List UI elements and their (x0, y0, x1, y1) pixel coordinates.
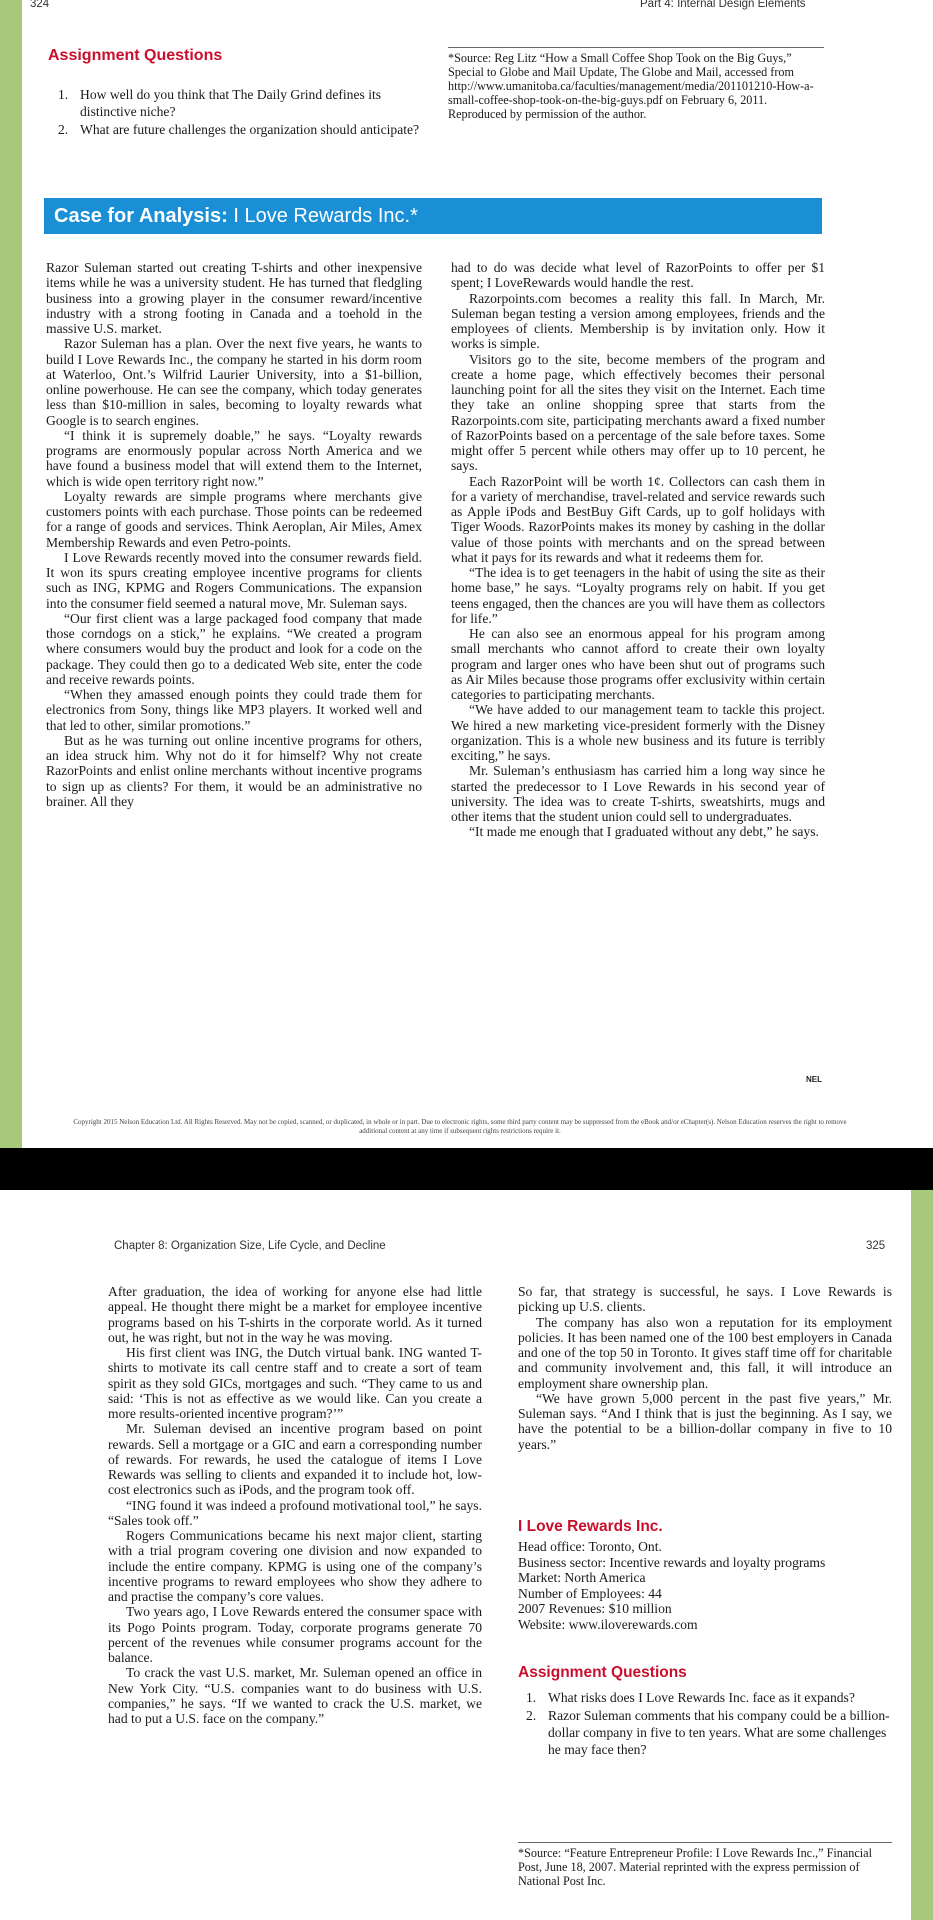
company-fact: Market: North America (518, 1570, 646, 1585)
paragraph: He can also see an enormous appeal for his program among small merchants who cannot afford to create their own loyalty program and larger ones who have been shut out of programs such as Air Miles because those programs offer exclusivity within certain categories to participating merchants. (451, 626, 825, 702)
paragraph: Each RazorPoint will be worth 1¢. Collectors can cash them in for a variety of merchandise, travel-related and service rewards such as Apple iPods and BestBuy Gift Cards, up to golf holidays with Tiger Woods. RazorPoints makes its money by cashing in the dollar value of those points with merchants and on the spread between what it pays for its rewards and what it redeems them for. (451, 473, 825, 565)
assignment-questions-heading: Assignment Questions (518, 1664, 687, 1681)
assignment-questions-list (58, 86, 436, 139)
case-left-column (46, 260, 422, 809)
paragraph: Loyalty rewards are simple programs where merchants give customers points with each purchase. Those points can be redeemed for a range of goods and services. Think Aeroplan, Air Miles, Amex Membership Rewards and even Petro-points. (46, 488, 422, 550)
paragraph: His first client was ING, the Dutch virtual bank. ING wanted T-shirts to motivate its call centre staff and to create a sort of team spirit as they sold GICs, mortgages and such. “They came to us and said: ‘This is not as effective as we would like. Can you create a more results-oriented incentive program?’” (108, 1345, 482, 1421)
question-item: 1. How well do you think that The Daily Grind defines its distinctive niche? (58, 87, 382, 119)
paragraph: To crack the vast U.S. market, Mr. Suleman opened an office in New York City. “U.S. companies want to do business with U.S. companies,” he says. “If we wanted to crack the U.S. market, we had to put a U.S. face on the company.” (108, 1665, 482, 1726)
page-number: 325 (866, 1240, 886, 1252)
paragraph: Razor Suleman has a plan. Over the next five years, he wants to build I Love Rewards Inc., the company he started in his dorm room at Waterloo, Ont.’s Wilfrid Laurier University, into a $1-billion, online powerhouse. He can see the company, which today generates less than $10-million in sales, becoming to loyalty rewards what Google is to search engines. (46, 336, 422, 428)
question-item: 1. What risks does I Love Rewards Inc. face as it expands? (526, 1690, 855, 1705)
question-item: 2. What are future challenges the organization should anticipate? (58, 122, 420, 137)
source-footnote: *Source: “Feature Entrepreneur Profile: I Love Rewards Inc.,” Financial Post, June 18, 2007. Material reprinted with the express permission of National Post Inc. (518, 1842, 892, 1888)
company-facts (518, 1539, 892, 1632)
source-footnote: *Source: Reg Litz “How a Small Coffee Shop Took on the Big Guys,” Special to Globe and Mail Update, The Globe and Mail, accessed from http://www.umanitoba.ca/faculties/management/media/201101210-How-a-small-coffee-shop-took-on-the-big-guys.pdf on February 6, 2011. Reproduced by permission of the author. (448, 47, 824, 121)
question-item: 2. Razor Suleman comments that his company could be a billion-dollar company in five to ten years. What are some challenges he may face then? (526, 1708, 890, 1757)
page-edge-tab (911, 1190, 933, 1920)
paragraph: Visitors go to the site, become members of the program and create a home page, which effectively becomes their personal launching point for all the sites they visit on the Internet. Each time they take an online shopping spree that starts from the Razorpoints.com site, participating merchants award a fixed number of RazorPoints based on a percentage of the sale before taxes. Some might offer 5 percent while others may offer up to 10 percent, he says. (451, 351, 825, 474)
running-head: Part 4: Internal Design Elements (640, 0, 806, 10)
paragraph: “The idea is to get teenagers in the habit of using the site as their home base,” he says. “Loyalty programs rely on habit. If you get teens engaged, then the chances are you will have them as collectors for life.” (451, 565, 825, 626)
paragraph: “It made me enough that I graduated without any debt,” he says. (469, 824, 819, 840)
page-number: 324 (30, 0, 50, 10)
case-right-column (518, 1284, 892, 1452)
page-separator (0, 1148, 933, 1190)
case-right-column (451, 260, 825, 840)
page-edge-tab (0, 0, 22, 1148)
paragraph: “I think it is supremely doable,” he says. “Loyalty rewards programs are enormously popular across North America and we have found a business model that will extend them to the Internet, which is wide open territory right now.” (46, 427, 422, 489)
paragraph: “Our first client was a large packaged food company that made those corndogs on a stick,” he explains. “We created a program where consumers would buy the product and look for a code on the package. They could then go to a dedicated Web site, enter the code and receive rewards points. (46, 610, 422, 687)
copyright-notice: Copyright 2015 Nelson Education Ltd. All Rights Reserved. May not be copied, scanned, or duplicated, in whole or in part. Due to electronic rights, some third party content may be suppressed from the eBook and/or eChapter(s). Nelson Education reserves the right to remove additional content at any time if subsequent rights restrictions require it. (73, 1118, 847, 1135)
company-fact: Number of Employees: 44 (518, 1585, 662, 1601)
case-left-column (108, 1284, 482, 1726)
paragraph: “We have added to our management team to tackle this project. We hired a new marketing vice-president formerly with the Disney organization. This is a whole new business and its future is terribly exciting,” he says. (451, 702, 825, 763)
running-head: Chapter 8: Organization Size, Life Cycle, and Decline (114, 1240, 386, 1252)
paragraph: I Love Rewards recently moved into the consumer rewards field. It won its spurs creating employee incentive programs for clients such as ING, KPMG and Rogers Communications. The expansion into the consumer field seemed a natural move, Mr. Suleman says. (46, 549, 422, 611)
paragraph: So far, that strategy is successful, he says. I Love Rewards is picking up U.S. clients. (518, 1284, 892, 1315)
page-325 (0, 1190, 933, 1920)
paragraph: had to do was decide what level of RazorPoints to offer per $1 spent; I LoveRewards would handle the rest. (451, 260, 825, 291)
company-fact: 2007 Revenues: $10 million (518, 1601, 672, 1616)
paragraph: The company has also won a reputation for its employment policies. It has been named one of the 100 best employers in Canada and one of the top 50 in Toronto. It gives staff time off for charitable and community involvement and, this fall, it will introduce an employment share ownership plan. (518, 1314, 892, 1391)
paragraph: After graduation, the idea of working for anyone else had little appeal. He thought there might be a market for employee incentive programs based on his T-shirts in the corporate world. As it turned out, he was right, but not in the way he was moving. (108, 1284, 482, 1345)
paragraph: Two years ago, I Love Rewards entered the consumer space with its Pogo Points program. Today, corporate programs generate 70 percent of the revenues while consumer programs account for the balance. (108, 1604, 482, 1665)
paragraph: “We have grown 5,000 percent in the past five years,” Mr. Suleman says. “And I think that is just the beginning. As I say, we have the potential to be a billion-dollar company in five to 10 years.” (518, 1390, 892, 1452)
company-fact: Business sector: Incentive rewards and loyalty programs (518, 1554, 826, 1570)
publisher-mark: NEL (806, 1075, 822, 1084)
assignment-questions-heading: Assignment Questions (48, 47, 223, 64)
paragraph: “When they amassed enough points they could trade them for electronics from Sony, things like MP3 players. It worked well and that led to other, similar promotions.” (46, 687, 422, 733)
paragraph: “ING found it was indeed a profound motivational tool,” he says. “Sales took off.” (108, 1497, 482, 1528)
case-title: I Love Rewards Inc.* (233, 205, 418, 227)
paragraph: Razorpoints.com becomes a reality this fall. In March, Mr. Suleman began testing a version among employees, friends and the employees of clients. Membership is by invitation only. How it works is simple. (451, 290, 825, 352)
company-heading: I Love Rewards Inc. (518, 1518, 663, 1535)
case-label: Case for Analysis: (54, 205, 228, 227)
assignment-questions-list (526, 1689, 892, 1759)
paragraph: Mr. Suleman devised an incentive program based on point rewards. Sell a mortgage or a GIC and earn a corresponding number of rewards. For rewards, he used the catalogue of items I Love Rewards was selling to clients and expanded it to include hot, low-cost electronics such as iPods, and the program took off. (108, 1421, 482, 1498)
paragraph: Rogers Communications became his next major client, starting with a trial program covering one division and now expanded to include the entire company. KPMG is using one of the company’s incentive programs to reward employees who show they adhere to and practise the company’s core values. (108, 1528, 482, 1604)
paragraph: Razor Suleman started out creating T-shirts and other inexpensive items while he was a university student. He has turned that fledgling business into a growing player in the consumer reward/incentive industry with a strong footing in Canada and a toehold in the massive U.S. market. (46, 260, 422, 336)
company-fact: Head office: Toronto, Ont. (518, 1539, 662, 1554)
company-fact: Website: www.iloverewards.com (518, 1616, 698, 1632)
paragraph: Mr. Suleman’s enthusiasm has carried him a long way since he started the predecessor to I Love Rewards in his second year of university. The idea was to create T-shirts, sweatshirts, mugs and other items that the student union could sell to undergraduates. (451, 763, 825, 824)
case-title-band (44, 198, 822, 234)
paragraph: But as he was turning out online incentive programs for others, an idea struck him. Why not do it for himself? Why not create RazorPoints and enlist online merchants without incentive programs to sign up as clients? For them, it would be an administrative no brainer. All they (46, 732, 422, 809)
